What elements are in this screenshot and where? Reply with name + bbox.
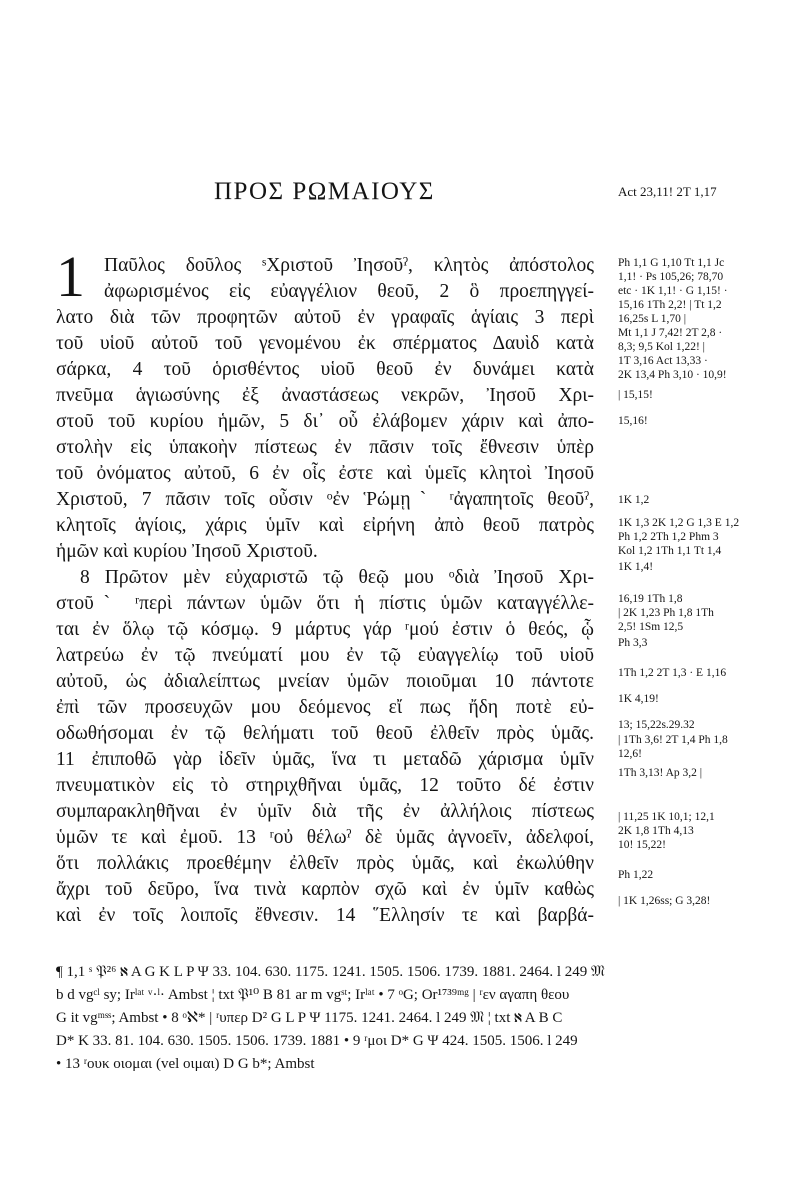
text-line: αὐτοῦ, ὡς ἀδιαλείπτως μνείαν ὑμῶν ποιοῦμαι 10 πάντοτε	[56, 671, 594, 692]
margin-reference: 16,19 1Th 1,8	[618, 593, 683, 605]
margin-reference: 16,25s L 1,70 |	[618, 313, 687, 325]
margin-reference: | 15,15!	[618, 389, 653, 401]
apparatus-line: b d vgᶜˡ sy; Irˡᵃᵗ ᵛ·ˡ· Ambst ¦ txt 𝔓¹⁰ B 81 ar m vgˢᵗ; Irˡᵃᵗ • 7 ᵒG; Or¹⁷³⁹ᵐᵍ | ʳεν αγαπη θεου	[56, 987, 570, 1003]
margin-reference: 1Th 1,2 2T 1,3 · E 1,16	[618, 667, 727, 679]
margin-reference: Ph 3,3	[618, 637, 648, 649]
margin-reference: 2K 13,4 Ph 3,10 · 10,9!	[618, 369, 727, 381]
text-line: λατρεύω ἐν τῷ πνεύματί μου ἐν τῷ εὐαγγελίῳ τοῦ υἱοῦ	[56, 645, 594, 666]
apparatus-line: D* K 33. 81. 104. 630. 1505. 1506. 1739. 1881 • 9 ʳμοι D* G Ψ 424. 1505. 1506. l 249	[56, 1033, 578, 1049]
margin-reference: 15,16!	[618, 415, 648, 427]
title-cross-reference: Act 23,11! 2T 1,17	[618, 184, 717, 199]
margin-reference: 8,3; 9,5 Kol 1,22! |	[618, 341, 705, 353]
text-line: 8 Πρῶτον μὲν εὐχαριστῶ τῷ θεῷ μου ᵒδιὰ Ἰησοῦ Χρι-	[80, 567, 594, 588]
margin-reference: 2K 1,8 1Th 4,13	[618, 825, 694, 837]
margin-reference: | 1Th 3,6! 2T 1,4 Ph 1,8	[618, 734, 728, 746]
margin-reference: etc · 1K 1,1! · G 1,15! ·	[618, 285, 728, 297]
text-line: κλητοῖς ἁγίοις, χάρις ὑμῖν καὶ εἰρήνη ἀπὸ θεοῦ πατρὸς	[56, 515, 594, 536]
margin-reference: | 2K 1,23 Ph 1,8 1Th	[618, 607, 714, 619]
text-line: 11 ἐπιποθῶ γὰρ ἰδεῖν ὑμᾶς, ἵνα τι μεταδῶ χάρισμα ὑμῖν	[56, 749, 594, 770]
apparatus-line: • 13 ʳουκ οιομαι (vel οιμαι) D G b*; Ambst	[56, 1056, 315, 1072]
page-title: ΠΡΟΣ ΡΩΜΑΙΟΥΣ	[214, 178, 435, 205]
apparatus-line: ¶ 1,1 ˢ 𝔓²⁶ ℵ A G K L P Ψ 33. 104. 630. 1175. 1241. 1505. 1506. 1739. 1881. 2464. l 249 𝔐	[56, 964, 605, 980]
text-line: συμπαρακληθῆναι ἐν ὑμῖν διὰ τῆς ἐν ἀλλήλοις πίστεως	[56, 801, 594, 822]
text-line: στοῦˋ ʳπερὶ πάντων ὑμῶν ὅτι ἡ πίστις ὑμῶν καταγγέλλε-	[56, 593, 594, 614]
text-line: ται ἐν ὅλῳ τῷ κόσμῳ. 9 μάρτυς γάρ ʳμού ἐστιν ὁ θεός, ᾧ	[56, 619, 594, 640]
margin-reference: 15,16 1Th 2,2! | Tt 1,2	[618, 299, 722, 311]
text-line: τοῦ υἱοῦ αὐτοῦ τοῦ γενομένου ἐκ σπέρματος Δαυὶδ κατὰ	[56, 333, 594, 354]
margin-reference: Ph 1,22	[618, 869, 654, 881]
margin-reference: Ph 1,1 G 1,10 Tt 1,1 Jc	[618, 257, 725, 269]
text-line: καὶ ἐν τοῖς λοιποῖς ἔθνεσιν. 14 ῞Ελλησίν τε καὶ βαρβά-	[56, 905, 594, 926]
text-line: λατο διὰ τῶν προφητῶν αὐτοῦ ἐν γραφαῖς ἁγίαις 3 περὶ	[56, 307, 594, 328]
text-line: ὅτι πολλάκις προεθέμην ἐλθεῖν πρὸς ὑμᾶς, καὶ ἐκωλύθην	[56, 853, 594, 874]
margin-reference: 1K 4,19!	[618, 693, 659, 705]
text-line: πνευματικὸν εἰς τὸ στηριχθῆναι ὑμᾶς, 12 τοῦτο δέ ἐστιν	[56, 775, 594, 796]
text-line: σάρκα, 4 τοῦ ὁρισθέντος υἱοῦ θεοῦ ἐν δυνάμει κατὰ	[56, 359, 594, 380]
chapter-number: 1	[56, 244, 85, 309]
text-line: πνεῦμα ἁγιωσύνης ἐξ ἀναστάσεως νεκρῶν, Ἰησοῦ Χρι-	[56, 385, 594, 406]
margin-reference: 1K 1,4!	[618, 561, 654, 573]
margin-reference: Mt 1,1 J 7,42! 2T 2,8 ·	[618, 327, 723, 339]
margin-reference: Kol 1,2 1Th 1,1 Tt 1,4	[618, 545, 722, 557]
margin-reference: 10! 15,22!	[618, 839, 666, 851]
text-line: στολὴν εἰς ὑπακοὴν πίστεως ἐν πᾶσιν τοῖς ἔθνεσιν ὑπὲρ	[56, 437, 594, 458]
text-line: ἀφωρισμένος εἰς εὐαγγέλιον θεοῦ, 2 ὃ προεπηγγεί-	[104, 281, 594, 302]
apparatus-line: G it vgᵐˢˢ; Ambst • 8 ᵒℵ* | ʳυπερ D² G L P Ψ 1175. 1241. 2464. l 249 𝔐 ¦ txt ℵ A B C	[56, 1010, 563, 1026]
text-line: τοῦ ὀνόματος αὐτοῦ, 6 ἐν οἷς ἐστε καὶ ὑμεῖς κλητοὶ Ἰησοῦ	[56, 463, 594, 484]
text-line: Παῦλος δοῦλος ˢΧριστοῦ Ἰησοῦˀ, κλητὸς ἀπόστολος	[104, 255, 594, 276]
text-line: ἐπὶ τῶν προσευχῶν μου δεόμενος εἴ πως ἤδη ποτὲ εὐ-	[56, 697, 594, 718]
margin-reference: 1K 1,3 2K 1,2 G 1,3 E 1,2	[618, 517, 740, 529]
text-line: ὑμῶν τε καὶ ἐμοῦ. 13 ʳοὐ θέλωˀ δὲ ὑμᾶς ἀγνοεῖν, ἀδελφοί,	[56, 827, 594, 848]
margin-reference: 13; 15,22s.29.32	[618, 719, 695, 731]
margin-reference: 1Th 3,13! Ap 3,2 |	[618, 767, 703, 779]
margin-reference: 1,1! · Ps 105,26; 78,70	[618, 271, 724, 283]
margin-reference: 1T 3,16 Act 13,33 ·	[618, 355, 708, 367]
margin-reference: 12,6!	[618, 748, 642, 760]
margin-reference: | 11,25 1K 10,1; 12,1	[618, 811, 715, 823]
text-line: ἄχρι τοῦ δεῦρο, ἵνα τινὰ καρπὸν σχῶ καὶ ἐν ὑμῖν καθὼς	[56, 879, 594, 900]
margin-reference: 1K 1,2	[618, 494, 650, 506]
margin-reference: | 1K 1,26ss; G 3,28!	[618, 895, 711, 907]
text-line: Χριστοῦ, 7 πᾶσιν τοῖς οὖσιν ᵒἐν Ῥώμῃˋ ʳἀγαπητοῖς θεοῦˀ,	[56, 489, 594, 510]
margin-reference: 2,5! 1Sm 12,5	[618, 621, 684, 633]
text-line: οδωθήσομαι ἐν τῷ θελήματι τοῦ θεοῦ ἐλθεῖν πρὸς ὑμᾶς.	[56, 723, 594, 744]
text-line: στοῦ τοῦ κυρίου ἡμῶν, 5 δι᾽ οὗ ἐλάβομεν χάριν καὶ ἀπο-	[56, 411, 594, 432]
margin-reference: Ph 1,2 2Th 1,2 Phm 3	[618, 531, 719, 543]
text-line: ἡμῶν καὶ κυρίου Ἰησοῦ Χριστοῦ.	[56, 541, 318, 562]
